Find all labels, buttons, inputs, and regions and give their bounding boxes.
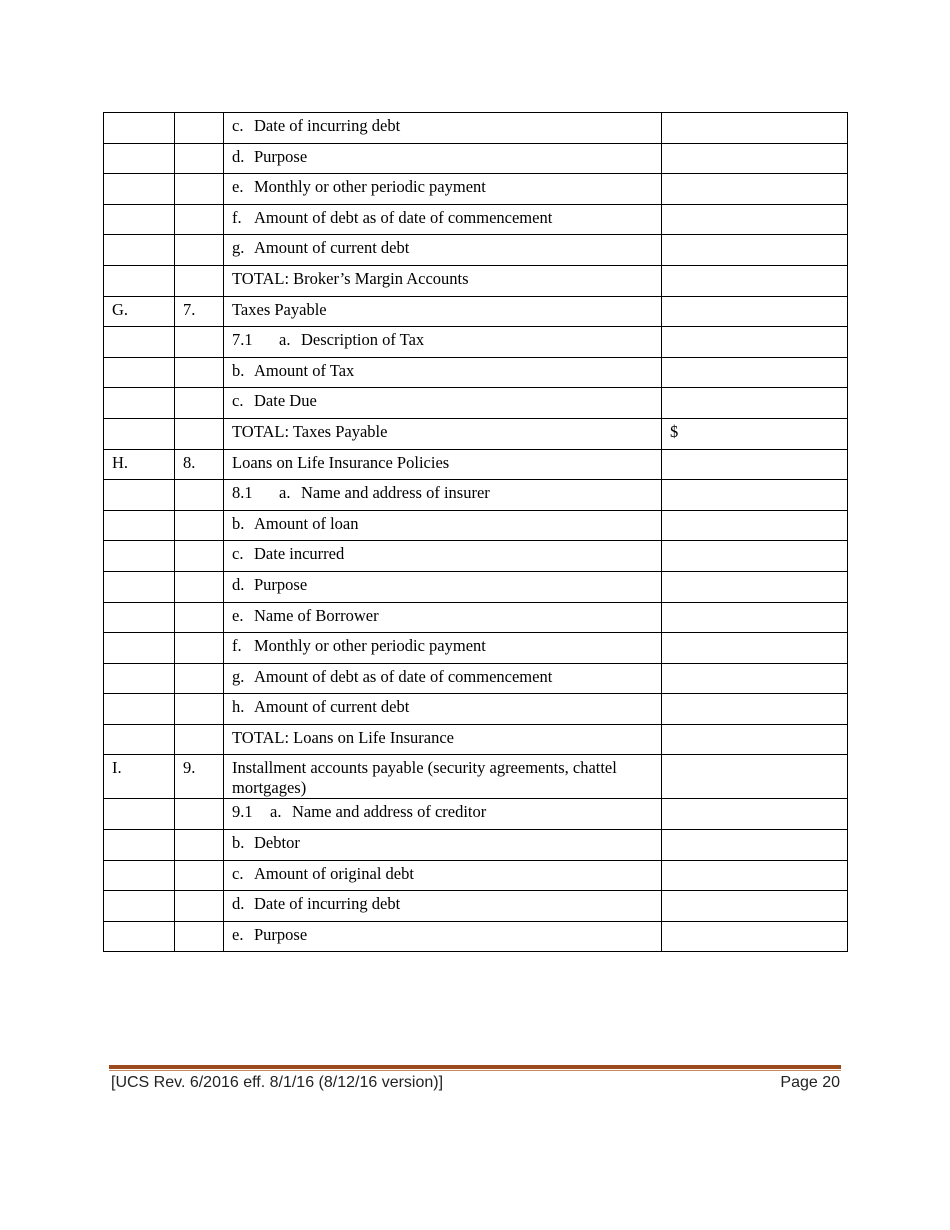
section-title: Taxes Payable — [224, 296, 662, 327]
sub-item-letter: d. — [232, 894, 245, 914]
section-letter-cell — [104, 541, 175, 572]
table-row — [104, 327, 848, 358]
item-number-cell — [175, 830, 224, 861]
item-number-cell — [175, 633, 224, 664]
table-row — [104, 480, 848, 511]
section-letter-cell — [104, 860, 175, 891]
sub-item-text: Amount of loan — [254, 513, 359, 533]
section-letter-cell — [104, 143, 175, 174]
total-value-cell[interactable]: $ — [662, 418, 848, 449]
sub-item-text: Date Due — [254, 391, 317, 411]
value-cell[interactable] — [662, 480, 848, 511]
section-letter-cell — [104, 799, 175, 830]
table-row — [104, 541, 848, 572]
table-row-total — [104, 724, 848, 755]
footer-divider-thin — [109, 1070, 841, 1071]
table-row — [104, 235, 848, 266]
sub-item-letter: c. — [232, 544, 244, 564]
section-letter-cell — [104, 174, 175, 205]
sub-item-letter: c. — [232, 391, 244, 411]
section-letter-cell: G. — [104, 296, 175, 327]
item-description-cell — [224, 860, 662, 891]
value-cell[interactable] — [662, 633, 848, 664]
section-letter-cell — [104, 921, 175, 952]
sub-item-letter: f. — [232, 636, 242, 656]
table-row — [104, 204, 848, 235]
section-letter-cell — [104, 633, 175, 664]
item-number-cell: 9. — [175, 755, 224, 799]
section-letter-cell — [104, 602, 175, 633]
value-cell[interactable] — [662, 204, 848, 235]
value-cell[interactable] — [662, 327, 848, 358]
item-description-cell — [224, 327, 662, 358]
item-number-cell — [175, 265, 224, 296]
sub-item-text: Name of Borrower — [254, 605, 379, 625]
value-cell[interactable] — [662, 921, 848, 952]
section-letter-cell — [104, 663, 175, 694]
item-description-cell — [224, 571, 662, 602]
item-description-cell — [224, 388, 662, 419]
sub-item-text: Date of incurring debt — [254, 894, 401, 914]
value-cell[interactable] — [662, 830, 848, 861]
item-number-cell — [175, 388, 224, 419]
item-description-cell — [224, 235, 662, 266]
sub-item-letter: a. — [279, 330, 291, 350]
section-title: Loans on Life Insurance Policies — [224, 449, 662, 480]
table-row — [104, 357, 848, 388]
table-row — [104, 143, 848, 174]
table-row — [104, 921, 848, 952]
value-cell[interactable] — [662, 388, 848, 419]
sub-item-text: Purpose — [254, 146, 308, 166]
table-row — [104, 663, 848, 694]
total-label: TOTAL: Loans on Life Insurance — [224, 724, 662, 755]
section-letter-cell — [104, 388, 175, 419]
item-number-cell — [175, 357, 224, 388]
footer-revision: [UCS Rev. 6/2016 eff. 8/1/16 (8/12/16 version)] — [111, 1074, 444, 1091]
item-description-cell — [224, 480, 662, 511]
item-description-cell — [224, 921, 662, 952]
item-number-cell — [175, 480, 224, 511]
total-value-cell[interactable] — [662, 265, 848, 296]
sub-item-text: Monthly or other periodic payment — [254, 177, 486, 197]
table-row — [104, 860, 848, 891]
sub-item-letter: b. — [232, 833, 245, 853]
item-number-cell — [175, 327, 224, 358]
item-description-cell — [224, 830, 662, 861]
sub-item-letter: b. — [232, 513, 245, 533]
item-number-cell — [175, 921, 224, 952]
section-letter-cell — [104, 204, 175, 235]
table-row-section — [104, 755, 848, 799]
item-number-cell — [175, 602, 224, 633]
item-description-cell — [224, 799, 662, 830]
section-letter-cell — [104, 480, 175, 511]
item-number-cell — [175, 235, 224, 266]
value-cell[interactable] — [662, 571, 848, 602]
item-number-cell — [175, 663, 224, 694]
section-letter-cell — [104, 265, 175, 296]
sub-item-letter: c. — [232, 863, 244, 883]
value-cell[interactable] — [662, 663, 848, 694]
table-row — [104, 174, 848, 205]
sub-section-number: 8.1 — [232, 483, 253, 503]
section-letter-cell — [104, 510, 175, 541]
item-number-cell — [175, 694, 224, 725]
table-row-section — [104, 296, 848, 327]
sub-item-letter: g. — [232, 238, 245, 258]
footer-divider — [109, 1065, 841, 1069]
item-number-cell: 7. — [175, 296, 224, 327]
liabilities-form-table — [103, 112, 848, 952]
table-row — [104, 633, 848, 664]
table-row — [104, 602, 848, 633]
value-cell[interactable] — [662, 694, 848, 725]
section-letter-cell: H. — [104, 449, 175, 480]
sub-item-text: Amount of current debt — [254, 238, 410, 258]
value-cell[interactable] — [662, 296, 848, 327]
sub-item-letter: a. — [279, 483, 291, 503]
sub-section-number: 9.1 — [232, 802, 253, 822]
value-cell[interactable] — [662, 755, 848, 799]
section-letter-cell — [104, 830, 175, 861]
section-letter-cell — [104, 327, 175, 358]
sub-item-text: Amount of current debt — [254, 697, 410, 717]
table-row — [104, 571, 848, 602]
section-letter-cell — [104, 891, 175, 922]
total-label: TOTAL: Taxes Payable — [224, 418, 662, 449]
sub-item-text: Description of Tax — [301, 330, 425, 350]
total-label: TOTAL: Broker’s Margin Accounts — [224, 265, 662, 296]
sub-item-text: Date incurred — [254, 544, 345, 564]
item-number-cell — [175, 418, 224, 449]
item-number-cell: 8. — [175, 449, 224, 480]
sub-item-text: Purpose — [254, 924, 308, 944]
value-cell[interactable] — [662, 143, 848, 174]
item-number-cell — [175, 724, 224, 755]
item-number-cell — [175, 510, 224, 541]
sub-item-letter: e. — [232, 924, 244, 944]
section-letter-cell — [104, 724, 175, 755]
value-cell[interactable] — [662, 602, 848, 633]
table-row — [104, 388, 848, 419]
sub-item-letter: e. — [232, 177, 244, 197]
table-row — [104, 510, 848, 541]
table-row — [104, 694, 848, 725]
sub-item-text: Amount of debt as of date of commencement — [254, 207, 553, 227]
item-description-cell — [224, 694, 662, 725]
item-description-cell — [224, 113, 662, 144]
item-number-cell — [175, 860, 224, 891]
section-letter-cell — [104, 694, 175, 725]
value-cell[interactable] — [662, 235, 848, 266]
value-cell[interactable] — [662, 510, 848, 541]
section-letter-cell — [104, 418, 175, 449]
item-description-cell — [224, 174, 662, 205]
table-row — [104, 891, 848, 922]
sub-item-text: Amount of original debt — [254, 863, 414, 883]
item-number-cell — [175, 571, 224, 602]
sub-section-number: 7.1 — [232, 330, 253, 350]
table-row — [104, 830, 848, 861]
section-letter-cell: I. — [104, 755, 175, 799]
item-number-cell — [175, 204, 224, 235]
sub-item-letter: d. — [232, 574, 245, 594]
total-value-cell[interactable] — [662, 724, 848, 755]
sub-item-letter: e. — [232, 605, 244, 625]
page-number: Page 20 — [780, 1074, 840, 1091]
sub-item-letter: c. — [232, 116, 244, 135]
item-description-cell — [224, 357, 662, 388]
value-cell[interactable] — [662, 860, 848, 891]
section-letter-cell — [104, 571, 175, 602]
item-number-cell — [175, 799, 224, 830]
sub-item-letter: f. — [232, 207, 242, 227]
sub-item-text: Name and address of insurer — [301, 483, 490, 503]
value-cell[interactable] — [662, 891, 848, 922]
item-number-cell — [175, 143, 224, 174]
sub-item-text: Amount of Tax — [254, 360, 355, 380]
sub-item-letter: a. — [270, 802, 282, 822]
value-cell[interactable] — [662, 541, 848, 572]
table-row-section — [104, 449, 848, 480]
item-description-cell — [224, 663, 662, 694]
item-number-cell — [175, 113, 224, 144]
item-description-cell — [224, 143, 662, 174]
table-row-total — [104, 418, 848, 449]
sub-item-text: Debtor — [254, 833, 300, 853]
section-letter-cell — [104, 357, 175, 388]
sub-item-text: Date of incurring debt — [254, 116, 401, 135]
table-row — [104, 113, 848, 144]
sub-item-text: Purpose — [254, 574, 308, 594]
item-description-cell — [224, 891, 662, 922]
sub-item-text: Amount of debt as of date of commencement — [254, 666, 553, 686]
value-cell[interactable] — [662, 113, 848, 144]
value-cell[interactable] — [662, 174, 848, 205]
sub-item-letter: b. — [232, 360, 245, 380]
section-title: Installment accounts payable (security agreements, chattel mortgages) — [224, 755, 662, 799]
sub-item-letter: g. — [232, 666, 245, 686]
item-description-cell — [224, 510, 662, 541]
table-row-total — [104, 265, 848, 296]
value-cell[interactable] — [662, 799, 848, 830]
item-description-cell — [224, 204, 662, 235]
value-cell[interactable] — [662, 449, 848, 480]
table-row — [104, 799, 848, 830]
section-letter-cell — [104, 113, 175, 144]
item-number-cell — [175, 541, 224, 572]
sub-item-text: Name and address of creditor — [292, 802, 487, 822]
item-description-cell — [224, 541, 662, 572]
sub-item-letter: h. — [232, 697, 245, 717]
sub-item-text: Monthly or other periodic payment — [254, 636, 486, 656]
item-number-cell — [175, 174, 224, 205]
item-description-cell — [224, 602, 662, 633]
value-cell[interactable] — [662, 357, 848, 388]
item-description-cell — [224, 633, 662, 664]
item-number-cell — [175, 891, 224, 922]
section-letter-cell — [104, 235, 175, 266]
sub-item-letter: d. — [232, 146, 245, 166]
